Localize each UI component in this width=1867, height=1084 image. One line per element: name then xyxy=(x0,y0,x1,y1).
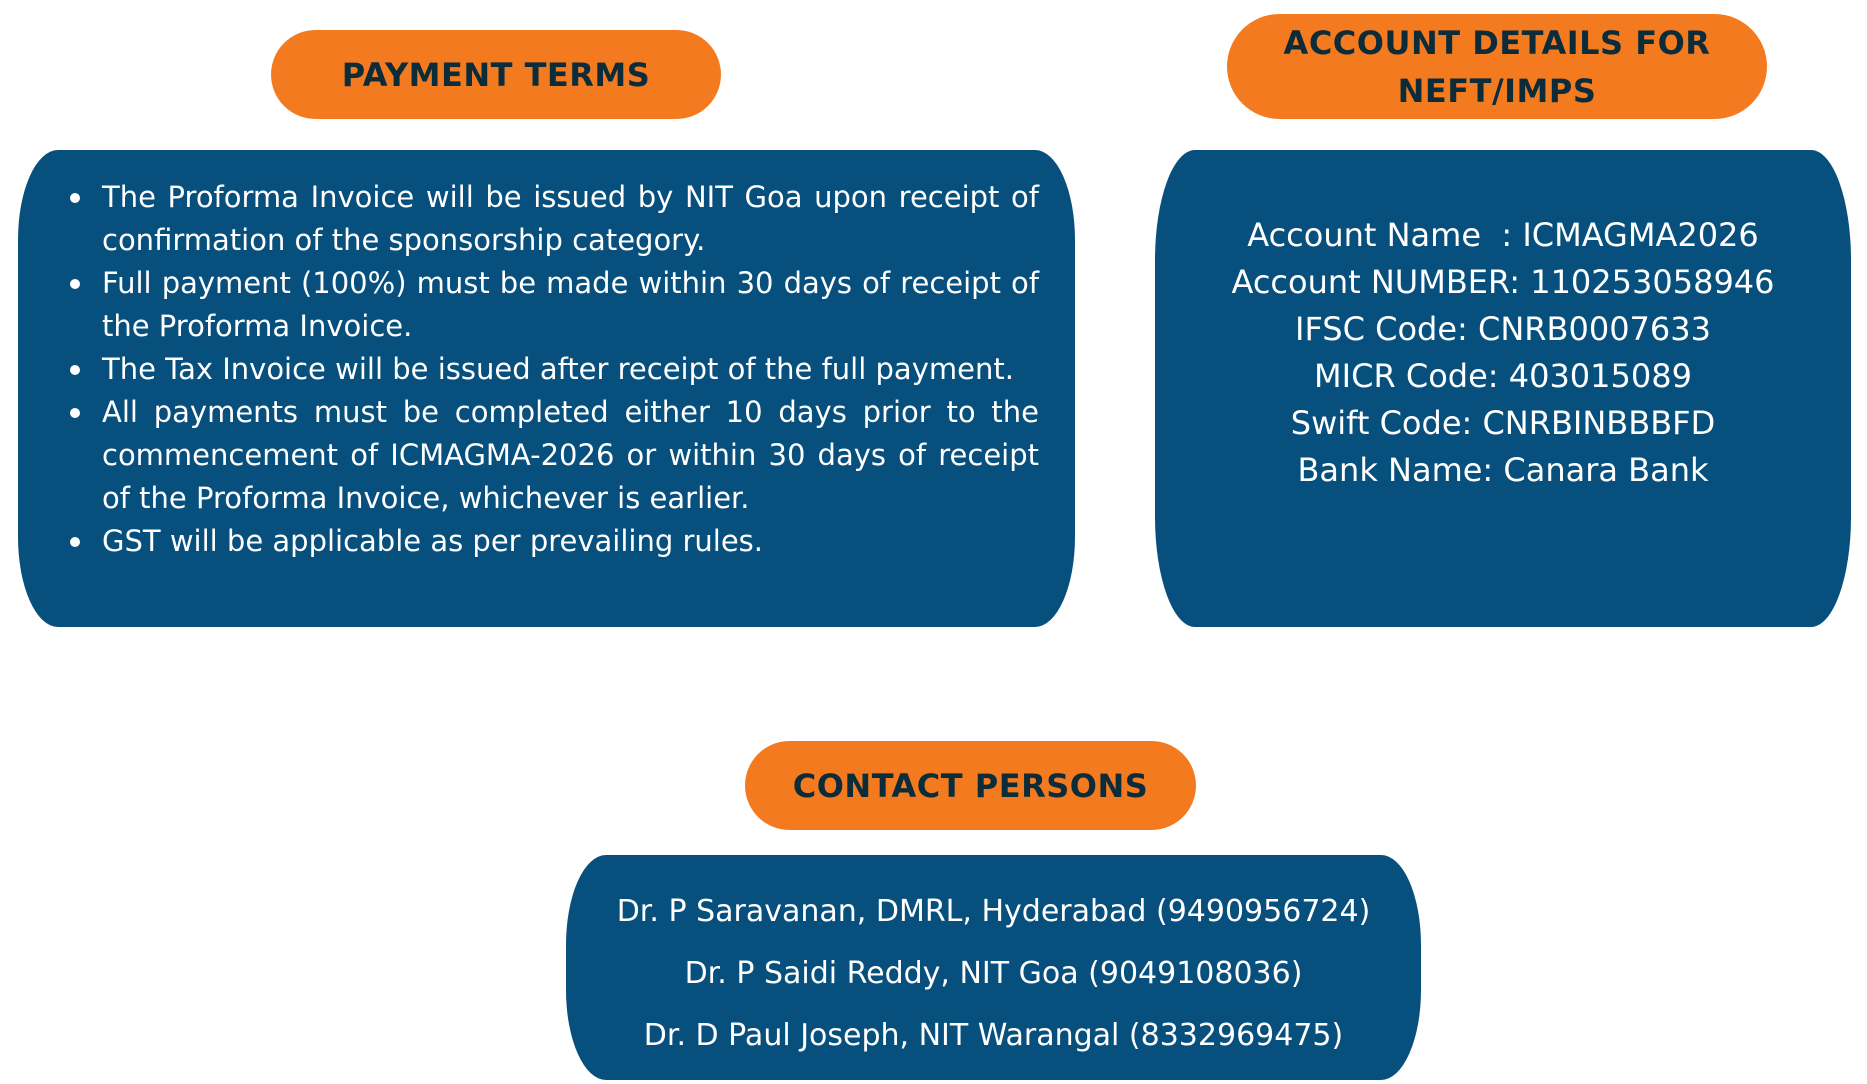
bullet-icon xyxy=(70,537,80,547)
swift-code: Swift Code: CNRBINBBBFD xyxy=(1290,404,1716,442)
payment-terms-panel xyxy=(18,150,1075,627)
payment-term-item xyxy=(48,176,1039,262)
bullet-icon xyxy=(70,279,80,289)
payment-terms-heading: PAYMENT TERMS xyxy=(271,30,721,119)
contact-persons-panel xyxy=(566,855,1421,1080)
contact-person: Dr. D Paul Joseph, NIT Warangal (8332969475) xyxy=(643,1018,1344,1053)
account-details-panel xyxy=(1155,150,1851,627)
bullet-icon xyxy=(70,408,80,418)
account-name: Account Name : ICMAGMA2026 xyxy=(1247,216,1759,254)
payment-term-item xyxy=(48,348,1039,391)
account-details-heading: ACCOUNT DETAILS FOR NEFT/IMPS xyxy=(1227,14,1767,119)
contact-person: Dr. P Saravanan, DMRL, Hyderabad (9490956724) xyxy=(616,894,1371,929)
bullet-icon xyxy=(70,193,80,203)
contact-person: Dr. P Saidi Reddy, NIT Goa (9049108036) xyxy=(684,956,1303,991)
ifsc-code: IFSC Code: CNRB0007633 xyxy=(1295,310,1711,348)
payment-term-text: The Tax Invoice will be issued after receipt of the full payment. xyxy=(102,352,1014,386)
payment-term-text: GST will be applicable as per prevailing rules. xyxy=(102,524,763,558)
account-number: Account NUMBER: 110253058946 xyxy=(1231,263,1775,301)
micr-code: MICR Code: 403015089 xyxy=(1314,357,1692,395)
payment-term-item xyxy=(48,520,1039,563)
payment-terms-list xyxy=(48,176,1039,563)
payment-term-item xyxy=(48,391,1039,520)
payment-term-item xyxy=(48,262,1039,348)
payment-term-text: Full payment (100%) must be made within 30 days of receipt of the Proforma Invoice. xyxy=(102,266,1039,343)
bank-name: Bank Name: Canara Bank xyxy=(1297,451,1709,489)
contact-persons-heading: CONTACT PERSONS xyxy=(745,741,1196,830)
bullet-icon xyxy=(70,365,80,375)
payment-term-text: All payments must be completed either 10 days prior to the commencement of ICMAGMA-2026 or within 30 days of receipt of the Proforma Invoice, whichever is earlier. xyxy=(102,395,1039,515)
payment-term-text: The Proforma Invoice will be issued by NIT Goa upon receipt of confirmation of the sponsorship category. xyxy=(102,180,1039,257)
